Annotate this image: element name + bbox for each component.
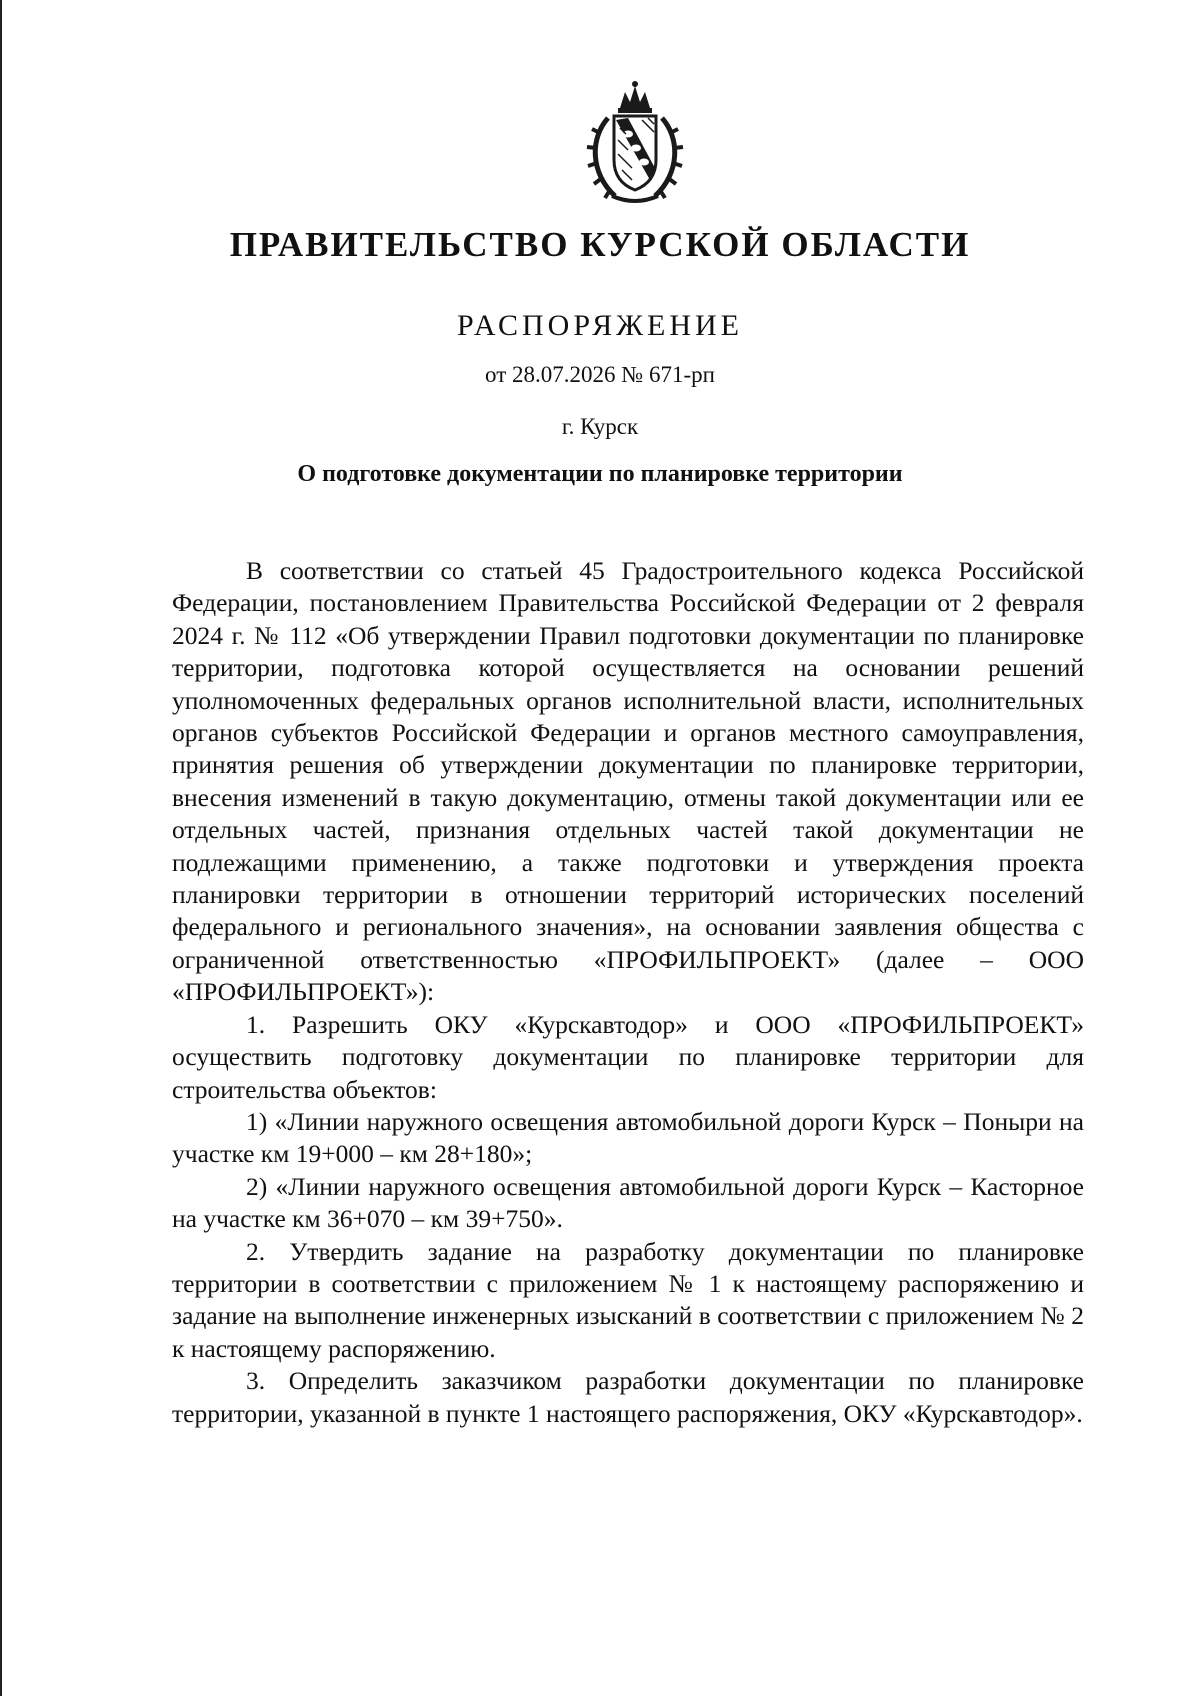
- government-title: ПРАВИТЕЛЬСТВО КУРСКОЙ ОБЛАСТИ: [229, 225, 971, 264]
- document-type: РАСПОРЯЖЕНИЕ: [456, 309, 744, 342]
- preamble-paragraph: В соответствии со статьей 45 Градостроительного кодекса Российской Федерации, постановлением Правительства Российской Федерации от 2 февраля 2024 г. № 112 «Об утверждении Правил подготовки документации по планировке территории, подготовка которой осуществляется на основании решений уполномоченных федеральных органов исполнительной власти, исполнительных органов субъектов Российской Федерации и органов местного самоуправления, принятия решения об утверждении документации по планировке территории, внесения изменений в такую документацию, отмены такой документации или ее отдельных частей, признания отдельных частей такой документации не подлежащими применению, а также подготовки и утверждения проекта планировки территории в отношении территорий исторических поселений федерального и регионального значения», на основании заявления общества с ограниченной ответственностью «ПРОФИЛЬПРОЕКТ» (далее – ООО «ПРОФИЛЬПРОЕКТ»):: [172, 556, 1084, 1007]
- document-header: [0, 222, 1200, 442]
- coat-of-arms-icon: [570, 78, 700, 208]
- item-1-1-paragraph: 1) «Линии наружного освещения автомобильной дороги Курск – Поныри на участке км 19+000 – км 28+180»;: [172, 1106, 1084, 1169]
- item-3-paragraph: 3. Определить заказчиком разработки документации по планировке территории, указанной в пункте 1 настоящего распоряжения, ОКУ «Курскавтодор».: [172, 1366, 1084, 1428]
- item-1-2-paragraph: 2) «Линии наружного освещения автомобильной дороги Курск – Касторное на участке км 36+070 – км 39+750».: [172, 1171, 1084, 1234]
- coat-of-arms-emblem: [570, 78, 700, 208]
- item-2-paragraph: 2. Утвердить задание на разработку документации по планировке территории в соответствии с приложением № 1 к настоящему распоряжению и задание на выполнение инженерных изысканий в соответствии с приложением № 2 к настоящему распоряжению.: [172, 1236, 1084, 1363]
- item-1-paragraph: 1. Разрешить ОКУ «Курскавтодор» и ООО «ПРОФИЛЬПРОЕКТ» осуществить подготовку документации по планировке территории для строительства объектов:: [172, 1009, 1084, 1104]
- document-subject: О подготовке документации по планировке территории: [297, 461, 903, 487]
- document-place: г. Курск: [561, 414, 639, 439]
- document-date-number: от 28.07.2026 № 671-рп: [485, 362, 715, 387]
- document-body: [172, 555, 1084, 1430]
